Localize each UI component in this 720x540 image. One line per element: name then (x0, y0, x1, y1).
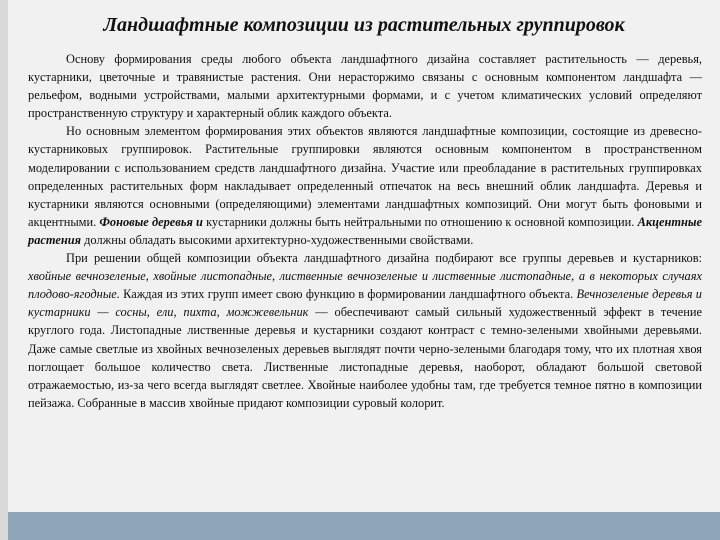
text-segment: Основу формирования среды любого объекта ландшафтного дизайна составляет растительность — деревья, кустарники, цветочные и травянистые растения. Они нерасторжимо связаны с основным компонентом ландшафта — рельефом, водными устройствами, малыми архитектурными формами, и с учетом климатических условий определяют пространственную структуру и характерный облик каждого объекта. (28, 52, 702, 121)
footer-strip (8, 512, 720, 540)
text-segment: кустарники должны быть нейтральными по отношению к основной композиции. (202, 214, 638, 229)
left-margin-bar (0, 0, 8, 540)
paragraph (28, 50, 702, 122)
text-segment: При решении общей композиции объекта ландшафтного дизайна подбирают все группы деревьев и кустарников: (66, 251, 702, 266)
paragraph (28, 249, 702, 412)
paragraph (28, 122, 702, 249)
text-segment: — обеспечивают самый сильный художественный эффект в течение круглого года. Листопадные лиственные деревья и кустарники создают контраст с темно-зелеными хвойными деревьями. Даже самые светлые из хвойных вечнозеленых деревьев выглядят почти черно-зелеными благодаря тому, что их плотная хвоя поглощает большое количество света. Лиственные листопадные деревья, наоборот, обладают большой световой отражаемостью, из-за чего всегда выглядят светлее. Хвойные наиболее удобны там, где требуется темное пятно в композиции пейзажа. Собранные в массив хвойные придают композиции суровый колорит. (28, 305, 702, 410)
text-segment: Вечнозеленые деревья и кустарники — сосны, ели, пихта, можжевельник (28, 287, 702, 320)
text-segment: хвойные вечнозеленые, хвойные листопадные, лиственные вечнозеленые и лиственные листопадные, а в некоторых случаях плодово-ягодные. (28, 269, 702, 302)
page-title: Ландшафтные композиции из растительных группировок (103, 14, 625, 36)
text-segment: Акцентные растения (28, 214, 702, 247)
text-segment: Но основным элементом формирования этих объектов являются ландшафтные композиции, состоящие из древесно-кустарниковых группировок. Растительные группировки являются основным компонентом в пространственном моделировании с использованием средств ландшафтного дизайна. Участие или преобладание в растительных группировках определенных растительных форм накладывает определенный отпечаток на весь внешний облик ландшафта. Деревья и кустарники являются основными (определяющими) элементами ландшафтных композиций. Они могут быть фоновыми и акцентными. (28, 124, 702, 229)
text-segment: Фоновые деревья и (99, 214, 203, 229)
text-segment: должны обладать высокими архитектурно-художественными свойствами. (81, 232, 474, 247)
text-segment: Каждая из этих групп имеет свою функцию в формировании ландшафтного объекта. (119, 287, 577, 302)
body-text (28, 50, 702, 412)
text-page (8, 0, 720, 512)
